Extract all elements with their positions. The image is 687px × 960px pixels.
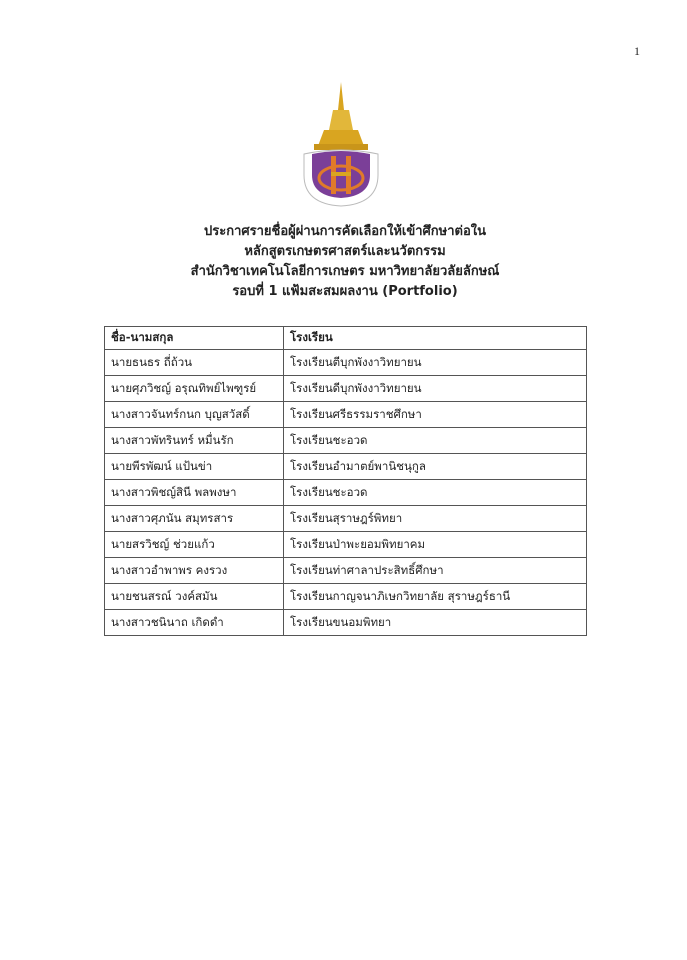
table-row (105, 350, 587, 376)
table-row (105, 402, 587, 428)
school-cell: โรงเรียนศรีธรรมราชศึกษา (284, 402, 587, 428)
university-seal-logo (298, 80, 384, 208)
title-line: สำนักวิชาเทคโนโลยีการเกษตร มหาวิทยาลัยวลัยลักษณ์ (190, 264, 500, 279)
name-cell: นายธนธร ถี่ถ้วน (105, 350, 284, 376)
table-header-row (105, 327, 587, 350)
name-cell: นางสาวพัทรินทร์ หมื่นรัก (105, 428, 284, 454)
table-row (105, 480, 587, 506)
school-cell: โรงเรียนขนอมพิทยา (284, 610, 587, 636)
name-cell: นายชนสรณ์ วงค์สมัน (105, 584, 284, 610)
name-cell: นางสาวศุภนัน สมุทรสาร (105, 506, 284, 532)
name-cell: นายศุภวิชญ์ อรุณทิพย์ไพฑูรย์ (105, 376, 284, 402)
name-cell: นางสาวพิชญ์สินี พลพงษา (105, 480, 284, 506)
header-school: โรงเรียน (284, 327, 587, 350)
school-cell: โรงเรียนชะอวด (284, 428, 587, 454)
table-row (105, 558, 587, 584)
table-row (105, 454, 587, 480)
school-cell: โรงเรียนสุราษฎร์พิทยา (284, 506, 587, 532)
school-cell: โรงเรียนดีบุกพังงาวิทยายน (284, 376, 587, 402)
school-cell: โรงเรียนตีบุกพังงาวิทยายน (284, 350, 587, 376)
name-cell: นางสาวจันทร์กนก บุญสวัสดิ์ (105, 402, 284, 428)
table-row (105, 376, 587, 402)
announcement-title (120, 222, 570, 302)
school-cell: โรงเรียนป่าพะยอมพิทยาคม (284, 532, 587, 558)
school-cell: โรงเรียนท่าศาลาประสิทธิ์ศึกษา (284, 558, 587, 584)
table-row (105, 532, 587, 558)
header-name: ชื่อ-นามสกุล (105, 327, 284, 350)
name-cell: นางสาวอำพาพร คงรวง (105, 558, 284, 584)
name-cell: นายพีรพัฒน์ แป้นข่า (105, 454, 284, 480)
name-cell: นางสาวชนินาถ เกิดดำ (105, 610, 284, 636)
page-number: 1 (634, 44, 640, 58)
table-row (105, 610, 587, 636)
school-cell: โรงเรียนชะอวด (284, 480, 587, 506)
table-row (105, 428, 587, 454)
results-table (104, 326, 587, 636)
table-row (105, 584, 587, 610)
title-line: รอบที่ 1 แฟ้มสะสมผลงาน (Portfolio) (232, 284, 458, 299)
title-line: ประกาศรายชื่อผู้ผ่านการคัดเลือกให้เข้าศึกษาต่อใน (204, 224, 486, 239)
name-cell: นายสรวิชญ์ ช่วยแก้ว (105, 532, 284, 558)
title-line: หลักสูตรเกษตรศาสตร์และนวัตกรรม (244, 244, 446, 259)
table-row (105, 506, 587, 532)
school-cell: โรงเรียนกาญจนาภิเษกวิทยาลัย สุราษฎร์ธานี (284, 584, 587, 610)
school-cell: โรงเรียนอำมาตย์พานิชนุกูล (284, 454, 587, 480)
